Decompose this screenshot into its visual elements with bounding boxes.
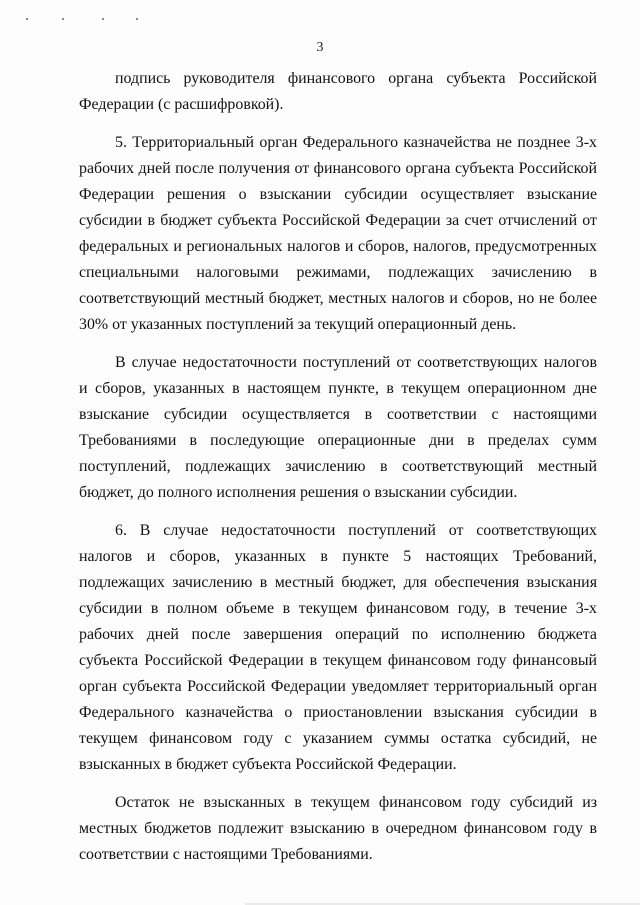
paragraph-item-6: 6. В случае недостаточности поступлений от соответствующих налогов и сборов, указанных в пункте 5 настоящих Требований, подлежащих зачислению в местный бюджет, для обеспечения взыскания субсидии в полном объеме в текущем финансовом году, в течение 3-х рабочих дней после завершения операций по исполнению бюджета субъекта Российской Федерации в текущем финансовом году финансовый орган субъекта Российской Федерации уведомляет территориальный орган Федерального казначейства о приостановлении взыскания субсидии в текущем финансовом году с указанием суммы остатка субсидий, не взысканных в бюджет субъекта Российской Федерации. <box>79 522 597 773</box>
paragraph-item-5: 5. Территориальный орган Федерального казначейства не позднее 3-х рабочих дней после получения от финансового органа субъекта Российской Федерации решения о взыскании субсидии осуществляет взыскание субсидии в бюджет субъекта Российской Федерации за счет отчислений от федеральных и региональных налогов и сборов, налогов, предусмотренных специальными налоговыми режимами, подлежащих зачислению в соответствующий местный бюджет, местных налогов и сборов, но не более 30% от указанных поступлений за текущий операционный день. <box>79 134 597 333</box>
page-number: 3 <box>316 40 324 55</box>
paragraph-insufficiency: В случае недостаточности поступлений от соответствующих налогов и сборов, указанных в настоящем пункте, в текущем операционном дне взыскание субсидии осуществляется в соответствии с настоящими Требованиями в последующие операционные дни в пределах сумм поступлений, подлежащих зачислению в соответствующий местный бюджет, до полного исполнения решения о взыскании субсидии. <box>79 354 597 501</box>
scan-speck <box>62 18 64 20</box>
scan-speck <box>26 18 28 20</box>
scan-speck <box>102 18 104 20</box>
paragraph-remainder: Остаток не взысканных в текущем финансовом году субсидий из местных бюджетов подлежит взысканию в очередном финансовом году в соответствии с настоящими Требованиями. <box>79 794 597 863</box>
document-body <box>79 66 597 880</box>
scan-speck <box>136 18 138 20</box>
paragraph-signature: подпись руководителя финансового органа субъекта Российской Федерации (с расшифровкой). <box>79 70 597 113</box>
